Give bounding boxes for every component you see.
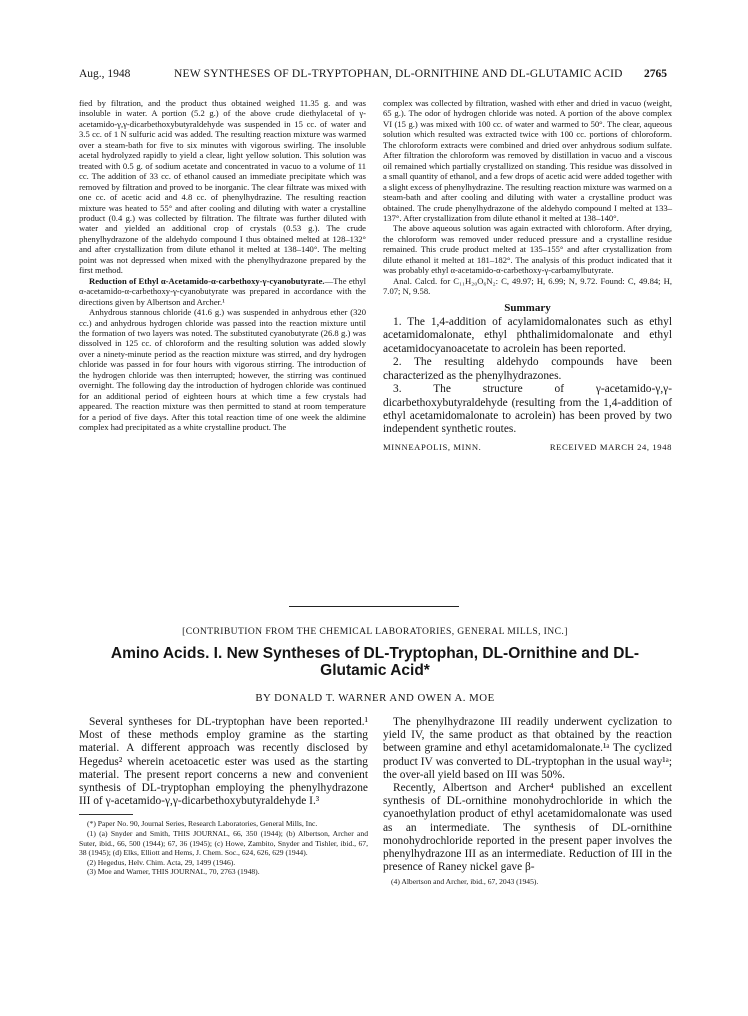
running-title: NEW SYNTHESES OF DL-TRYPTOPHAN, DL-ORNITHINE AND DL-GLUTAMIC ACID bbox=[174, 68, 623, 80]
paragraph: Reduction of Ethyl α-Acetamido-α-carbethoxy-γ-cyanobutyrate.—The ethyl α-acetamido-α-carbethoxy-γ-cyanobutyrate was prepared in accordance with the directions given by Albertson and Archer.¹ bbox=[79, 275, 366, 307]
footnote: (1) (a) Snyder and Smith, THIS JOURNAL, 66, 350 (1944); (b) Albertson, Archer and Suter, ibid., 66, 500 (1944); 67, 36 (1945); (c) Howe, Zambito, Snyder and Tishler, ibid., 67, 38 (1945); (d) Elks, Elliott and Hems, J. Chem. Soc., 624, 626, 629 (1944). bbox=[79, 829, 368, 858]
analysis-line: Anal. Calcd. for C₁₁H₂₀O₆N₂: C, 49.97; H, 6.99; N, 9.72. Found: C, 49.84; H, 7.07; N, 9.58. bbox=[383, 275, 672, 297]
footnotes bbox=[79, 819, 368, 877]
page-number: 2765 bbox=[644, 68, 667, 80]
summary-item: 3. The structure of γ-acetamido-γ,γ-dicarbethoxybutyraldehyde (resulting from the 1,4-addition of ethyl acetamidomalonate to acrolein) has been proved by two independent synthetic routes. bbox=[383, 383, 672, 436]
signoff bbox=[383, 442, 672, 455]
article-title: Amino Acids. I. New Syntheses of DL-Tryptophan, DL-Ornithine and DL-Glutamic Acid* bbox=[110, 645, 640, 679]
summary-heading: Summary bbox=[504, 301, 551, 314]
paragraph: Anhydrous stannous chloride (41.6 g.) was suspended in anhydrous ether (320 cc.) and anhydrous hydrogen chloride was passed into the reaction mixture until the formation of two layers was noted. The substituted cyanobutyrate (26.8 g.) was dissolved in 125 cc. of chloroform and the resulting solution was added slowly over a ninety-minute period as the reaction mixture was stirred, and dry hydrogen chloride was passed in for four hours with vigorous stirring. The introduction of the hydrogen chloride was then interrupted; however, the stirring was continued overnight. The following day the introduction of hydrogen chloride was continued for an additional period of eighteen hours at which time a few crystals had appeared. The reaction mixture was then permitted to stand at room temperature for a period of five days. After this total reaction time of one week the aldimine complex had precipitated as a white crystalline product. The bbox=[79, 307, 366, 433]
contribution-line: [CONTRIBUTION FROM THE CHEMICAL LABORATORIES, GENERAL MILLS, INC.] bbox=[182, 626, 568, 637]
summary-item: 1. The 1,4-addition of acylamidomalonates such as ethyl acetamidomalonate, ethyl phthalimidomalonate and ethyl acetamidocyanoacetate to acrolein has been reported. bbox=[383, 316, 672, 355]
footnotes bbox=[383, 877, 672, 887]
paragraph: The above aqueous solution was again extracted with chloroform. After drying, the chloroform was removed under reduced pressure and a crystalline residue remained. This crude product melted at 135–155° and after crystallization from dilute ethanol it melted at 181–182°. The analysis of this product indicated that it was probably ethyl α-acetamido-α-carbethoxy-γ-carbamylbutyrate. bbox=[383, 223, 672, 276]
paragraph: fied by filtration, and the product thus obtained weighed 11.35 g. and was insoluble in water. A portion (5.2 g.) of the above crude diethylacetal of γ-acetamido-γ,γ-dicarbethoxybutyraldehyde was suspended in 15 cc. of water and 3.5 cc. of 1 N sulfuric acid was added. The resulting reaction mixture was warmed over a steam-bath for five to six minutes with vigorous swirling. The insoluble acetal hydrolyzed rapidly to yield a clear, light yellow solution. This solution was treated with 0.5 g. of sodium acetate and concentrated in vacuo to a volume of 11 cc. The addition of 33 cc. of ethanol caused an immediate precipitate which was removed by filtration and proved to be inorganic. The clear filtrate was mixed with one cc. of acetic acid and 4.8 cc. of phenylhydrazine. The resulting reaction mixture was heated to 55° and after cooling and diluting with water a crystalline product (0.4 g.) was collected by filtration. The filtrate was further diluted with water and yielded an additional crop of crystals (0.53 g.). The crude phenylhydrazone of the aldehydo compound I thus obtained melted at 128–132° and after crystallization from dilute ethanol it melted at 138–140°. The melting point was not depressed when mixed with the phenylhydrazone prepared by the first method. bbox=[79, 98, 366, 276]
footnote: (2) Hegedus, Helv. Chim. Acta, 29, 1499 (1946). bbox=[87, 857, 236, 867]
footnote: (*) Paper No. 90, Journal Series, Research Laboratories, General Mills, Inc. bbox=[87, 819, 318, 829]
footnote: (3) Moe and Warner, THIS JOURNAL, 70, 2763 (1948). bbox=[87, 867, 260, 877]
paragraph: complex was collected by filtration, washed with ether and dried in vacuo (weight, 65 g.). The odor of hydrogen chloride was noted. A portion of the above complex VI (15 g.) was mixed with 100 cc. of water and warmed to 50°. The clear, aqueous solution which resulted was extracted twice with 100 cc. portions of chloroform. The chloroform extracts were combined and dried over anhydrous sodium sulfate. After filtration the chloroform was removed by distillation in vacuo and a viscous oil remained which partially crystallized on standing. This residue was dissolved in a small quantity of ethanol, and a few drops of acetic acid were added together with a slight excess of phenylhydrazine. The resulting reaction mixture was warmed on a steam-bath and after cooling and diluting with water a crystalline product was obtained. The crude phenylhydrazone of the aldehydo compound I melted at 133–137°. After crystallization from dilute ethanol it melted at 138–140°. bbox=[383, 98, 672, 223]
footnote-rule bbox=[79, 814, 133, 815]
paragraph: Several syntheses for DL-tryptophan have been reported.¹ Most of these methods employ gramine as the starting material. A different approach was recently disclosed by Hegedus² wherein acetoacetic ester was used as the starting material. The present report concerns a new and convenient synthesis of DL-tryptophan employing the phenylhydrazone III of γ-acetamido-γ,γ-dicarbethoxybutyraldehyde I.³ bbox=[79, 716, 368, 808]
issue-date: Aug., 1948 bbox=[79, 68, 131, 80]
running-head bbox=[79, 66, 667, 82]
paragraph: The phenylhydrazone III readily underwent cyclization to yield IV, the same product as that obtained by the reaction between gramine and ethyl acetamidomalonate.¹ᵃ The cyclized product IV was converted to DL-tryptophan in the usual way¹ᵃ; the over-all yield based on III was 50%. bbox=[383, 716, 672, 781]
section-heading: Reduction of Ethyl α-Acetamido-α-carbethoxy-γ-cyanobutyrate. bbox=[89, 275, 325, 286]
paragraph: Recently, Albertson and Archer⁴ published an excellent synthesis of DL-ornithine monohydrochloride in which the cyanoethylation product of ethyl acetamidomalonate was used as an intermediate. The synthesis of DL-ornithine monohydrochloride reported in the present paper involves the phenylhydrazone III as an intermediate. Reduction of III in the presence of Raney nickel gave β- bbox=[383, 782, 672, 874]
footnote: (4) Albertson and Archer, ibid., 67, 2043 (1945). bbox=[391, 877, 539, 887]
byline: BY DONALD T. WARNER AND OWEN A. MOE bbox=[255, 692, 495, 704]
previous-article-right-column bbox=[383, 98, 672, 455]
article-right-column bbox=[383, 716, 672, 887]
previous-article-left-column bbox=[79, 98, 366, 433]
summary bbox=[383, 316, 672, 437]
place: MINNEAPOLIS, MINN. bbox=[383, 441, 482, 452]
article-left-column bbox=[79, 716, 368, 877]
separator-rule bbox=[289, 606, 459, 607]
summary-item: 2. The resulting aldehydo compounds have been characterized as the phenylhydrazones. bbox=[383, 356, 672, 382]
received-date: RECEIVED MARCH 24, 1948 bbox=[549, 441, 672, 452]
